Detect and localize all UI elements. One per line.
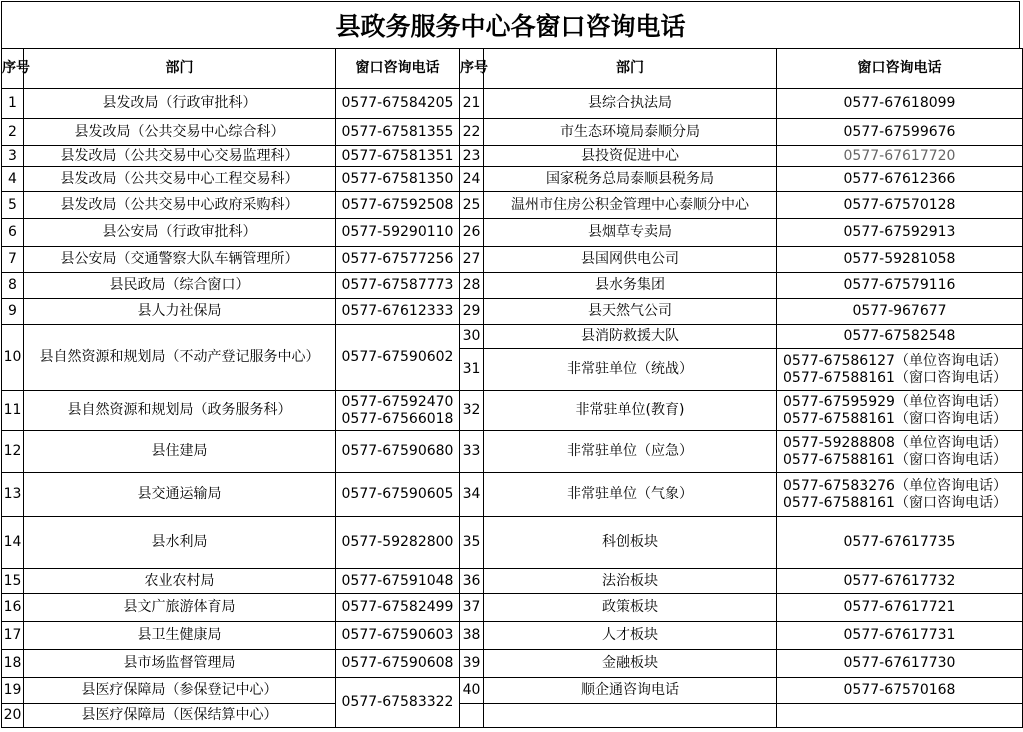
table-row xyxy=(2,299,1023,325)
row-dept: 政策板块 xyxy=(484,594,777,622)
row-dept: 县自然资源和规划局（政务服务科） xyxy=(24,391,336,431)
row-no: 13 xyxy=(2,473,24,517)
row-no: 35 xyxy=(460,517,484,569)
row-phone: 0577-67599676 xyxy=(777,119,1023,146)
row-no: 2 xyxy=(2,119,24,146)
row-no: 31 xyxy=(460,349,484,391)
row-dept: 县烟草专卖局 xyxy=(484,219,777,247)
row-phone: 0577-59290110 xyxy=(336,219,460,247)
unit-phone: 0577-67595929（单位咨询电话） xyxy=(783,393,1007,410)
row-dept: 县发改局（公共交易中心综合科） xyxy=(24,119,336,146)
row-phone: 0577-67617731 xyxy=(777,622,1023,650)
row-phone: 0577-67579116 xyxy=(777,273,1023,299)
row-dept: 县人力社保局 xyxy=(24,299,336,325)
unit-phone: 0577-59288808（单位咨询电话） xyxy=(783,434,1007,451)
row-no: 1 xyxy=(2,89,24,119)
row-phone: 0577-67617721 xyxy=(777,594,1023,622)
row-phone: 0577-67590680 xyxy=(336,431,460,473)
header-dept-right: 部门 xyxy=(484,49,777,89)
header-no-left: 序号 xyxy=(2,49,24,89)
row-dept: 县医疗保障局（医保结算中心） xyxy=(24,704,336,728)
row-phone: 0577-67618099 xyxy=(777,89,1023,119)
empty-cell xyxy=(777,704,1023,728)
row-no: 40 xyxy=(460,678,484,704)
row-phone: 0577-67591048 xyxy=(336,569,460,594)
row-no: 30 xyxy=(460,325,484,349)
unit-phone: 0577-67586127（单位咨询电话） xyxy=(783,352,1007,369)
row-phone: 0577-67617732 xyxy=(777,569,1023,594)
header-phone-left: 窗口咨询电话 xyxy=(336,49,460,89)
row-dept: 非常驻单位（应急） xyxy=(484,431,777,473)
row-phone: 0577-67577256 xyxy=(336,247,460,273)
row-dept: 县卫生健康局 xyxy=(24,622,336,650)
row-dept: 县天然气公司 xyxy=(484,299,777,325)
header-no-right: 序号 xyxy=(460,49,484,89)
row-dept: 国家税务总局泰顺县税务局 xyxy=(484,167,777,192)
page-title: 县政务服务中心各窗口咨询电话 xyxy=(1,1,1020,49)
empty-cell xyxy=(460,704,484,728)
row-no: 7 xyxy=(2,247,24,273)
row-no: 8 xyxy=(2,273,24,299)
row-no: 17 xyxy=(2,622,24,650)
row-no: 12 xyxy=(2,431,24,473)
row-phone: 0577-67617720 xyxy=(777,146,1023,167)
row-dept: 非常驻单位（气象） xyxy=(484,473,777,517)
row-no: 34 xyxy=(460,473,484,517)
row-dept: 县公安局（交通警察大队车辆管理所） xyxy=(24,247,336,273)
row-no: 22 xyxy=(460,119,484,146)
row-no: 5 xyxy=(2,192,24,219)
row-no: 21 xyxy=(460,89,484,119)
row-phone: 0577-67570128 xyxy=(777,192,1023,219)
table-row xyxy=(2,167,1023,192)
row-no: 26 xyxy=(460,219,484,247)
row-no: 38 xyxy=(460,622,484,650)
row-no: 14 xyxy=(2,517,24,569)
table-row xyxy=(2,119,1023,146)
row-dept: 市生态环境局泰顺分局 xyxy=(484,119,777,146)
table-row xyxy=(2,569,1023,594)
row-phone: 0577-67590602 xyxy=(336,325,460,391)
row-phone: 0577-67570168 xyxy=(777,678,1023,704)
row-phone: 0577-59282800 xyxy=(336,517,460,569)
row-phone xyxy=(777,473,1023,517)
header-row xyxy=(2,49,1023,89)
row-phone: 0577-67592913 xyxy=(777,219,1023,247)
table-row xyxy=(2,678,1023,704)
row-phone: 0577-67612333 xyxy=(336,299,460,325)
row-dept: 县水务集团 xyxy=(484,273,777,299)
row-phone: 0577-67581351 xyxy=(336,146,460,167)
unit-phone: 0577-67583276（单位咨询电话） xyxy=(783,477,1007,494)
row-phone: 0577-67590603 xyxy=(336,622,460,650)
row-dept: 人才板块 xyxy=(484,622,777,650)
table-row xyxy=(2,146,1023,167)
row-phone xyxy=(777,349,1023,391)
row-phone: 0577-67592508 xyxy=(336,192,460,219)
table-row xyxy=(2,517,1023,569)
row-phone: 0577-67584205 xyxy=(336,89,460,119)
row-no: 10 xyxy=(2,325,24,391)
row-dept: 顺企通咨询电话 xyxy=(484,678,777,704)
row-dept: 县投资促进中心 xyxy=(484,146,777,167)
row-dept: 非常驻单位（统战） xyxy=(484,349,777,391)
row-no: 28 xyxy=(460,273,484,299)
row-no: 23 xyxy=(460,146,484,167)
row-dept: 县民政局（综合窗口） xyxy=(24,273,336,299)
window-phone: 0577-67588161（窗口咨询电话） xyxy=(783,369,1007,386)
row-dept: 县消防救援大队 xyxy=(484,325,777,349)
row-no: 32 xyxy=(460,391,484,431)
row-phone: 0577-67590605 xyxy=(336,473,460,517)
row-no: 15 xyxy=(2,569,24,594)
row-phone: 0577-67587773 xyxy=(336,273,460,299)
row-dept: 农业农村局 xyxy=(24,569,336,594)
row-phone: 0577-67617730 xyxy=(777,650,1023,678)
table-row xyxy=(2,219,1023,247)
window-phone: 0577-67588161（窗口咨询电话） xyxy=(783,410,1007,427)
window-phone: 0577-67588161（窗口咨询电话） xyxy=(783,451,1007,468)
row-no: 33 xyxy=(460,431,484,473)
row-phone xyxy=(336,391,460,431)
row-phone: 0577-967677 xyxy=(777,299,1023,325)
row-dept: 科创板块 xyxy=(484,517,777,569)
row-dept: 县市场监督管理局 xyxy=(24,650,336,678)
row-dept: 县发改局（公共交易中心交易监理科） xyxy=(24,146,336,167)
row-no: 18 xyxy=(2,650,24,678)
row-dept: 金融板块 xyxy=(484,650,777,678)
table-row xyxy=(2,273,1023,299)
row-dept: 县自然资源和规划局（不动产登记服务中心） xyxy=(24,325,336,391)
table-row xyxy=(2,473,1023,517)
table-row xyxy=(2,704,1023,728)
row-no: 16 xyxy=(2,594,24,622)
row-dept: 县医疗保障局（参保登记中心） xyxy=(24,678,336,704)
table-row xyxy=(2,391,1023,431)
table-row xyxy=(2,247,1023,273)
row-no: 29 xyxy=(460,299,484,325)
row-dept: 县发改局（公共交易中心工程交易科） xyxy=(24,167,336,192)
row-no: 3 xyxy=(2,146,24,167)
phone-line-2: 0577-67566018 xyxy=(341,410,454,427)
row-dept: 县发改局（公共交易中心政府采购科） xyxy=(24,192,336,219)
phone-line-1: 0577-67592470 xyxy=(341,393,454,410)
table-row xyxy=(2,431,1023,473)
row-no: 4 xyxy=(2,167,24,192)
row-no: 37 xyxy=(460,594,484,622)
table-row xyxy=(2,650,1023,678)
row-no: 19 xyxy=(2,678,24,704)
table-row xyxy=(2,594,1023,622)
table-row xyxy=(2,89,1023,119)
row-phone: 0577-67612366 xyxy=(777,167,1023,192)
row-no: 6 xyxy=(2,219,24,247)
row-dept: 县住建局 xyxy=(24,431,336,473)
row-no: 39 xyxy=(460,650,484,678)
row-dept: 县国网供电公司 xyxy=(484,247,777,273)
row-dept: 县公安局（行政审批科） xyxy=(24,219,336,247)
header-dept-left: 部门 xyxy=(24,49,336,89)
row-no: 27 xyxy=(460,247,484,273)
row-no: 11 xyxy=(2,391,24,431)
header-phone-right: 窗口咨询电话 xyxy=(777,49,1023,89)
row-no: 36 xyxy=(460,569,484,594)
row-no: 25 xyxy=(460,192,484,219)
row-dept: 法治板块 xyxy=(484,569,777,594)
row-phone: 0577-67581350 xyxy=(336,167,460,192)
row-no: 9 xyxy=(2,299,24,325)
row-phone: 0577-67590608 xyxy=(336,650,460,678)
row-phone xyxy=(777,431,1023,473)
row-dept: 温州市住房公积金管理中心泰顺分中心 xyxy=(484,192,777,219)
row-phone: 0577-67581355 xyxy=(336,119,460,146)
row-phone xyxy=(777,391,1023,431)
row-phone: 0577-67617735 xyxy=(777,517,1023,569)
row-dept: 县交通运输局 xyxy=(24,473,336,517)
row-no: 24 xyxy=(460,167,484,192)
window-phone: 0577-67588161（窗口咨询电话） xyxy=(783,494,1007,511)
row-phone: 0577-67582499 xyxy=(336,594,460,622)
contact-table xyxy=(1,48,1023,728)
table-row xyxy=(2,622,1023,650)
row-phone: 0577-67583322 xyxy=(336,678,460,728)
row-no: 20 xyxy=(2,704,24,728)
row-dept: 县发改局（行政审批科） xyxy=(24,89,336,119)
row-phone: 0577-59281058 xyxy=(777,247,1023,273)
table-row xyxy=(2,192,1023,219)
row-dept: 县水利局 xyxy=(24,517,336,569)
row-dept: 县文广旅游体育局 xyxy=(24,594,336,622)
table-row xyxy=(2,325,1023,349)
row-dept: 县综合执法局 xyxy=(484,89,777,119)
empty-cell xyxy=(484,704,777,728)
row-phone: 0577-67582548 xyxy=(777,325,1023,349)
row-dept: 非常驻单位(教育) xyxy=(484,391,777,431)
